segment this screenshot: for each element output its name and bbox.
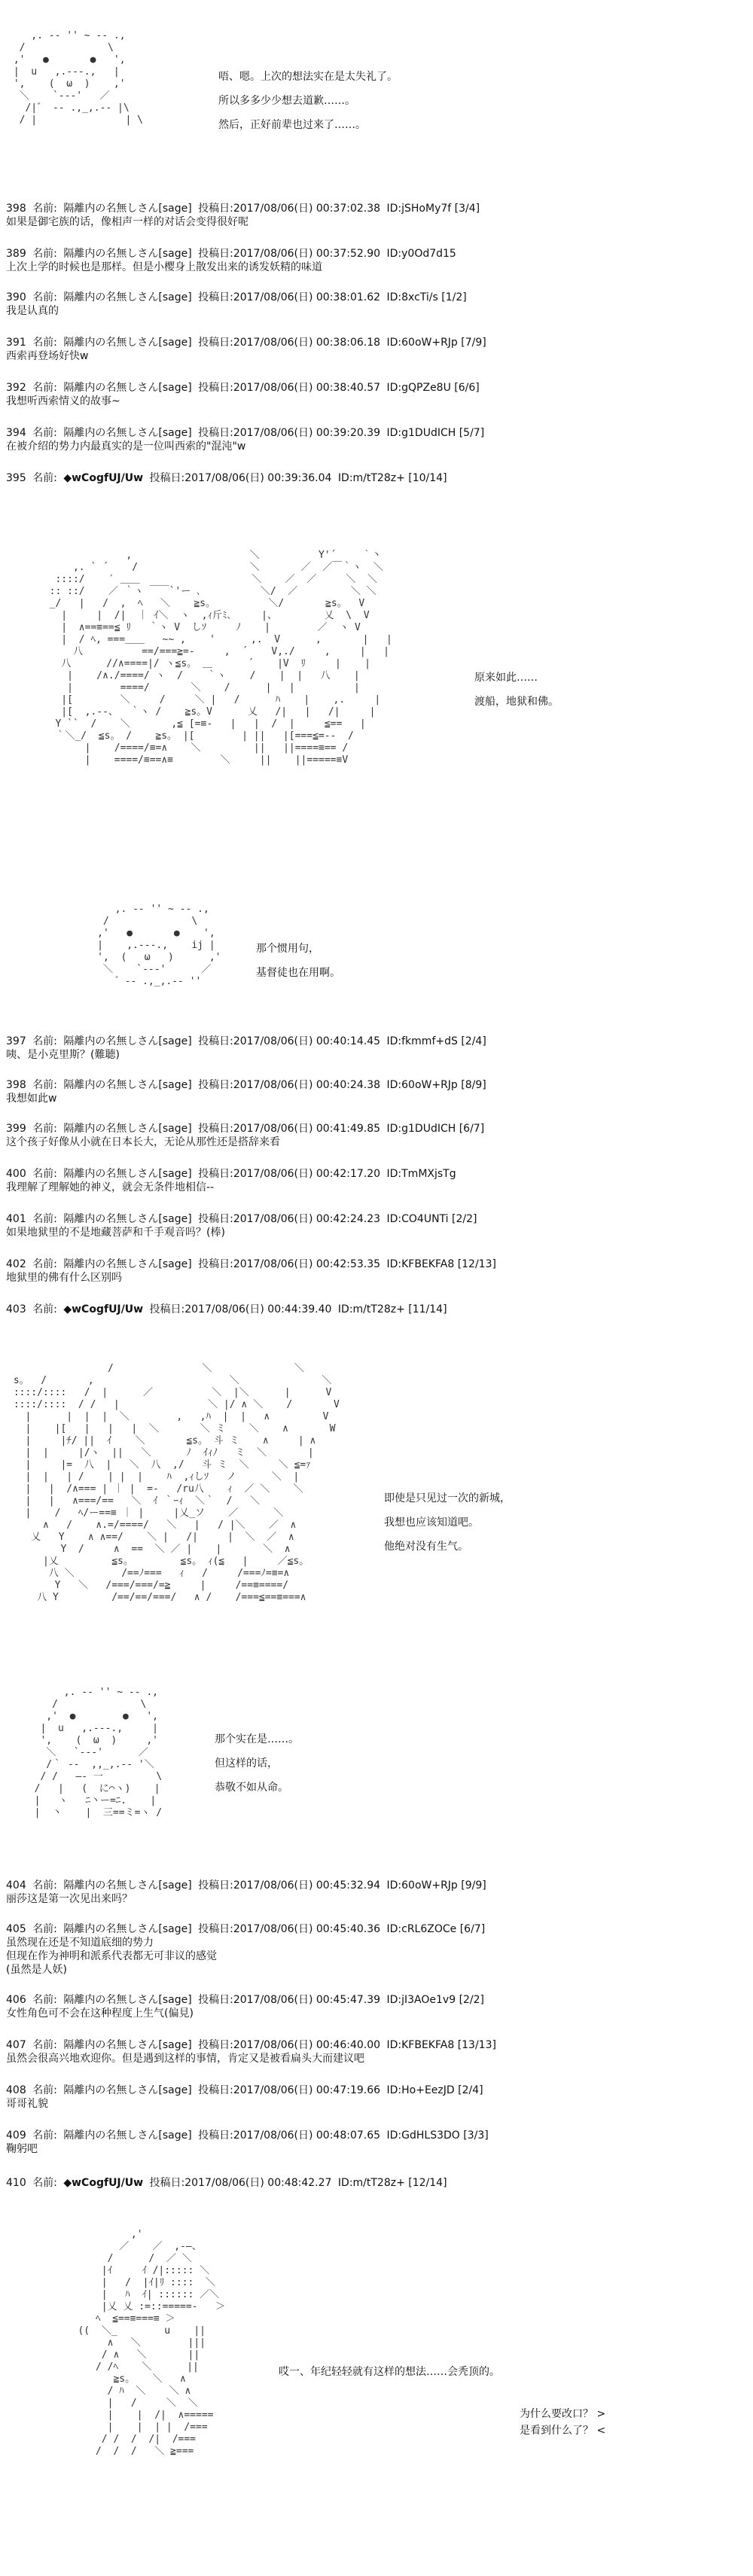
post-name-label: 名前:: [32, 1923, 57, 1935]
ascii-art-character-6: ,' ／ ／ ,-―、 / / ／ ＼ |ｲ ｲ /|::::: ＼ | / |ｲ|ﾘ :::: ＼ | ﾊ ｲ| :::::: ／＼ |乂 乂 :=::=====- ＞ ﾍ ≦==≡===≡ ＞ (( ＼_ u || ∧ ＼ ||| / ∧ ＼ || / /ﾍ ＼ || ≧s。 ＼ ∧ / ﾊ ＼ ＼ ∧ | / ＼ ＼ | | /| ∧===== | | | | /=== / / / /| /=== / / / ＼ ≧===: [78, 2229, 226, 2457]
post-header: [6, 426, 744, 440]
post-header: [6, 1993, 744, 2007]
post-date: 投稿日:2017/08/06(日) 00:46:40.00: [198, 2039, 381, 2051]
post-date: 投稿日:2017/08/06(日) 00:47:19.66: [198, 2084, 381, 2096]
post: [6, 2084, 744, 2111]
post-date: 投稿日:2017/08/06(日) 00:42:17.20: [198, 1168, 381, 1180]
post-body: 咦、是小克里斯？(難聴): [6, 1049, 120, 1061]
post-date: 投稿日:2017/08/06(日) 00:38:06.18: [198, 337, 381, 349]
post-author: 隔離内の名無しさん[sage]: [63, 1879, 192, 1892]
post-name-label: 名前:: [32, 1079, 57, 1091]
post-name-label: 名前:: [32, 1879, 57, 1892]
post-number: 402: [6, 1258, 26, 1270]
post-date: 投稿日:2017/08/06(日) 00:48:07.65: [198, 2129, 381, 2142]
post-number: 401: [6, 1213, 26, 1225]
post: [6, 1078, 744, 1105]
post: [6, 1035, 744, 1062]
ascii-art-character-1: ,. -‐ '' ~ ‐- ., / \ ,' ● ● ', | u ,.-‐-., | ', ( ω ) ,' ＼ `‐-‐' ／ /|゛ ‐- .,_,.-‐ |\ / | | \: [13, 30, 144, 126]
dialogue-line: 然后，正好前辈也过来了……。: [218, 119, 366, 131]
scene1-dialogue: [218, 69, 398, 142]
post-number: 400: [6, 1168, 26, 1180]
post-body: 在被介绍的势力内最真实的是一位叫西索的"混沌"w: [6, 441, 246, 453]
post-body: 我想听西索情义的故事~: [6, 395, 120, 407]
post-header: [6, 1078, 744, 1092]
post-number: 404: [6, 1879, 26, 1892]
post-id: ID:TmMXjsTg: [386, 1168, 456, 1180]
post-number: 391: [6, 337, 26, 349]
ascii-art-character-3: ,. -‐ '' ~ ‐- ., / \ ,' ● ● ', | ,.-‐-., ij | ', ( ω ) ,' ＼ `‐-‐' ／ ゛‐- .,_,.-‐ '': [97, 904, 221, 987]
post-header: [6, 2084, 744, 2097]
post-name-label: 名前:: [32, 2177, 57, 2189]
scene6-aside: [520, 2407, 605, 2447]
post-author: 隔離内の名無しさん[sage]: [63, 1994, 192, 2006]
post-number: 407: [6, 2039, 26, 2051]
post-name-label: 名前:: [32, 472, 57, 484]
post-header: [6, 2129, 744, 2142]
post-date: 投稿日:2017/08/06(日) 00:40:14.45: [198, 1035, 381, 1047]
post-name-label: 名前:: [32, 291, 57, 303]
post-header: [6, 336, 744, 349]
post-number: 409: [6, 2129, 26, 2142]
post-body: 上次上学的时候也是那样。但是小樱身上散发出来的诱发妖精的味道: [6, 261, 322, 273]
post-header: [6, 2176, 744, 2190]
post-date: 投稿日:2017/08/06(日) 00:39:36.04: [149, 472, 332, 484]
dialogue-line: 所以多多少少想去道歉……。: [218, 95, 355, 107]
dialogue-line: 原来如此……: [474, 672, 538, 684]
post-header: [6, 291, 744, 304]
post-body: 这个孩子好像从小就在日本长大，无论从那性还是搭辞来看: [6, 1136, 280, 1148]
post-body: 丽莎这是第一次见出来吗？: [6, 1893, 133, 1905]
dialogue-line: 哎一、年纪轻轻就有这样的想法……会秃顶的。: [279, 2366, 500, 2378]
post-body: 我想如此w: [6, 1093, 57, 1105]
post: [6, 1879, 744, 1906]
post-author: 隔離内の名無しさん[sage]: [63, 337, 192, 349]
scene5-dialogue: [215, 1732, 299, 1804]
post-author: 隔離内の名無しさん[sage]: [63, 382, 192, 394]
post-header: [6, 471, 744, 485]
post: [6, 1212, 744, 1239]
dialogue-line: 即使是只见过一次的新城，: [384, 1492, 511, 1504]
post-number: 395: [6, 472, 26, 484]
post: [6, 381, 744, 408]
post-date: 投稿日:2017/08/06(日) 00:42:53.35: [198, 1258, 381, 1270]
post-number: 403: [6, 1303, 26, 1315]
post-id: ID:Ho+EezJD [2/4]: [386, 2084, 483, 2096]
post-name-label: 名前:: [32, 382, 57, 394]
post-author: 隔離内の名無しさん[sage]: [63, 1168, 192, 1180]
post-name-label: 名前:: [32, 2084, 57, 2096]
post-name-label: 名前:: [32, 2129, 57, 2142]
post: [6, 471, 744, 485]
post-header: [6, 2038, 744, 2052]
post-header: [6, 1303, 744, 1316]
ascii-art-character-4: / ＼ ＼ s。 / , ＼ ＼ ::::/:::: / | ／ ＼ |＼ | V ::::/:::: / / | ＼ |/ ∧ ＼ / V | | | | ＼ , ,ﾊ | | ∧ V | |[ | | | ＼ ＼ ミ ＼ ∧ W | |ﾁ/ || ｲ ＼ ≦s。 斗 ミ ∧ | ∧ | | |/ヽ || ＼ ﾉ ｲｨﾉ ミ ＼ | | |= 八 | ＼ 八 ,/ 斗 ミ ＼ ＼ ≦=ｧ | | | / | | | ﾊ ,ｨしｿ ノ ＼ | | | /∧=== | ｜ | =- /ru八 ｨ ／ ＼ ＼ | | ∧===/== ＼ ｲ ｀ｰｨ ＼｀ / ＼ | / ﾍ/ー==≡ ｜ | |乂_ソ ／ ＼ ∧ / ∧.=/====/ ＼ | / |＼ ／ ∧ 乂 Y ∧ ∧==/ ＼ | /| | ＼ ／ ∧ Y / ∧ == ＼ ／ | | ＼ ∧ |乂 ≦s。 ≦s。 ｨ(≦ | ／≦s。 八 ＼ /==ﾉ=== ｨ / /===ﾉ=≡=∧ Y ＼ /===/===/=≧ | /==≡====/ 八 Y /==/==/===/ ∧ / /===≦==≡===∧: [13, 1363, 340, 1603]
post-body: 地狱里的佛有什么区别吗: [6, 1272, 122, 1284]
post-id: ID:60oW+RJp [7/9]: [386, 337, 486, 349]
post-id: ID:cRL6ZOCe [6/7]: [386, 1923, 486, 1935]
post-author-gm: ◆wCogfUJ/Uw: [63, 1303, 144, 1315]
post-author: 隔離内の名無しさん[sage]: [63, 248, 192, 260]
post-number: 405: [6, 1923, 26, 1935]
dialogue-line: 恭敬不如从命。: [215, 1782, 288, 1794]
post-date: 投稿日:2017/08/06(日) 00:40:24.38: [198, 1079, 381, 1091]
post-name-label: 名前:: [32, 1168, 57, 1180]
scene4-dialogue: [384, 1491, 511, 1563]
post: [6, 1993, 744, 2020]
aside-line: 是看到什么了？ <: [520, 2425, 606, 2437]
post-date: 投稿日:2017/08/06(日) 00:38:40.57: [198, 382, 381, 394]
post-author: 隔離内の名無しさん[sage]: [63, 1213, 192, 1225]
post-id: ID:fkmmf+dS [2/4]: [386, 1035, 486, 1047]
post: [6, 202, 744, 229]
scene2-dialogue: [474, 670, 559, 718]
post-id: ID:60oW+RJp [9/9]: [386, 1879, 486, 1892]
post-date: 投稿日:2017/08/06(日) 00:45:47.39: [198, 1994, 381, 2006]
dialogue-line: 他绝对没有生气。: [384, 1541, 468, 1553]
dialogue-line: 唔、嗯。上次的想法实在是太失礼了。: [218, 71, 398, 83]
post-author: 隔離内の名無しさん[sage]: [63, 427, 192, 439]
post-date: 投稿日:2017/08/06(日) 00:37:02.38: [198, 203, 381, 215]
dialogue-line: 但这样的话，: [215, 1757, 278, 1770]
post-header: [6, 1879, 744, 1892]
post: [6, 1303, 744, 1316]
post: [6, 2176, 744, 2190]
ascii-art-character-2: , ＼ Y'´￣￣ ｀丶 ,. ` ´ / ＼ ／ ／￣｀ヽ ＼ ::::/ ′ ＿＿ ＼ ／ ／ ＼ ＼ :: ::/ ／ ｀ヽ ￣￣`'ー ､ ＼/ ／ ＼ ＼ _/ | / , ﾍ ＼ ≧s。 ＼/ ≧s。 V | | /| ｜ ｲ＼ ヽ ,ｨ斤ﾐ､ |、 乂 \ V | ∧==≡==≦ ﾘ ｀ヽ V しｿ ﾉ | ／ ヽ V | / ﾍ, ===＿＿ ~~ , ' ,. V , | | 八 ==/===≧=- , ´ V,./ , | | 八 //∧====|/ ヽ≦s。 ＿ ´ |V ﾘ | | | /∧./====/ ヽ / ｀ヽ / | | 八 | | ====/ ＼ / | | | |[ ＼ / ＼ | / ﾊ | ,. | |[ ,.--、 ｀ヽ / ≧s。V 乂 /| | /| | Y `` / ＼ ,≦ [=≡- | | / | ≦== | ｀＼_/ ≦s。 / ≧s。 |[ | || |[===≦=-- / | /====/≡=∧ ＼ || ||====≡== / | ====/≡==∧≡ ＼ || ||=====≡V: [49, 550, 392, 766]
post-body: 如果是御宅族的话，像相声一样的对话会变得很好呢: [6, 216, 248, 228]
dialogue-line: 渡船，地狱和佛。: [474, 696, 559, 708]
post-date: 投稿日:2017/08/06(日) 00:45:32.94: [198, 1879, 381, 1892]
post: [6, 291, 744, 318]
aside-line: 为什么要改口？ >: [520, 2408, 606, 2420]
post: [6, 336, 744, 363]
post-name-label: 名前:: [32, 2039, 57, 2051]
post-author: 隔離内の名無しさん[sage]: [63, 1923, 192, 1935]
post-number: 397: [6, 1035, 26, 1047]
post-author-gm: ◆wCogfUJ/Uw: [63, 472, 144, 484]
post-header: [6, 1167, 744, 1181]
post-name-label: 名前:: [32, 203, 57, 215]
post-header: [6, 1035, 744, 1048]
post-author: 隔離内の名無しさん[sage]: [63, 2039, 192, 2051]
post-author: 隔離内の名無しさん[sage]: [63, 1123, 192, 1135]
post-date: 投稿日:2017/08/06(日) 00:45:40.36: [198, 1923, 381, 1935]
post-number: 398: [6, 203, 26, 215]
post-number: 406: [6, 1994, 26, 2006]
post-number: 399: [6, 1123, 26, 1135]
post-author: 隔離内の名無しさん[sage]: [63, 1035, 192, 1047]
post-number: 408: [6, 2084, 26, 2096]
post-body: 如果地狱里的不是地藏菩萨和千手观音吗？(棒): [6, 1227, 225, 1239]
post-body: 虽然会很高兴地欢迎你。但是遇到这样的事情，肯定又是被看扁头大而建议吧: [6, 2053, 364, 2065]
post: [6, 247, 744, 274]
post-id: ID:m/tT28z+ [12/14]: [337, 2177, 447, 2189]
post-date: 投稿日:2017/08/06(日) 00:48:42.27: [149, 2177, 332, 2189]
post-header: [6, 1258, 744, 1271]
post-date: 投稿日:2017/08/06(日) 00:38:01.62: [198, 291, 381, 303]
post-name-label: 名前:: [32, 1994, 57, 2006]
post-date: 投稿日:2017/08/06(日) 00:44:39.40: [149, 1303, 332, 1315]
dialogue-line: 我想也应该知道吧。: [384, 1517, 479, 1529]
dialogue-line: 基督徒也在用啊。: [256, 967, 340, 979]
post-name-label: 名前:: [32, 427, 57, 439]
post-number: 390: [6, 291, 26, 303]
post-id: ID:KFBEKFA8 [13/13]: [386, 2039, 496, 2051]
post-name-label: 名前:: [32, 1123, 57, 1135]
post: [6, 1122, 744, 1149]
post-header: [6, 1212, 744, 1226]
post-author-gm: ◆wCogfUJ/Uw: [63, 2177, 144, 2189]
post-body: 我是认真的: [6, 305, 59, 317]
post-author: 隔離内の名無しさん[sage]: [63, 291, 192, 303]
post-number: 392: [6, 382, 26, 394]
post-body: 西索再登场好快w: [6, 350, 89, 362]
post-date: 投稿日:2017/08/06(日) 00:37:52.90: [198, 248, 381, 260]
dialogue-line: 那个实在是……。: [215, 1733, 299, 1745]
post-id: ID:KFBEKFA8 [12/13]: [386, 1258, 496, 1270]
post-name-label: 名前:: [32, 1303, 57, 1315]
post-number: 389: [6, 248, 26, 260]
post-author: 隔離内の名無しさん[sage]: [63, 1079, 192, 1091]
post-body: 女性角色可不会在这种程度上生气(偏見): [6, 2007, 194, 2020]
post-date: 投稿日:2017/08/06(日) 00:41:49.85: [198, 1123, 381, 1135]
post-id: ID:60oW+RJp [8/9]: [386, 1079, 486, 1091]
dialogue-line: 那个惯用句，: [256, 943, 319, 955]
scene3-dialogue: [256, 941, 340, 989]
post-number: 410: [6, 2177, 26, 2189]
post: [6, 2038, 744, 2065]
post-id: ID:8xcTi/s [1/2]: [386, 291, 467, 303]
post: [6, 1258, 744, 1285]
post-author: 隔離内の名無しさん[sage]: [63, 2129, 192, 2142]
post-body: 虽然现在还是不知道底细的势力 但现在作为神明和派系代表都无可非议的感觉 (虽然是人妖): [6, 1937, 217, 1976]
scene6-dialogue: [279, 2364, 500, 2389]
post-author: 隔離内の名無しさん[sage]: [63, 1258, 192, 1270]
post-number: 398: [6, 1079, 26, 1091]
post-number: 394: [6, 427, 26, 439]
post-id: ID:GdHLS3DO [3/3]: [386, 2129, 489, 2142]
post-header: [6, 1122, 744, 1136]
post-id: ID:g1DUdICH [5/7]: [386, 427, 485, 439]
post: [6, 1167, 744, 1194]
post-name-label: 名前:: [32, 337, 57, 349]
post-id: ID:y0Od7d15: [386, 248, 456, 260]
post: [6, 426, 744, 453]
post-id: ID:m/tT28z+ [10/14]: [337, 472, 447, 484]
post-header: [6, 381, 744, 395]
post: [6, 2129, 744, 2156]
post-id: ID:m/tT28z+ [11/14]: [337, 1303, 447, 1315]
post-date: 投稿日:2017/08/06(日) 00:39:20.39: [198, 427, 381, 439]
post-id: ID:gQPZe8U [6/6]: [386, 382, 480, 394]
post-name-label: 名前:: [32, 248, 57, 260]
post-header: [6, 247, 744, 261]
post-name-label: 名前:: [32, 1213, 57, 1225]
post-author: 隔離内の名無しさん[sage]: [63, 2084, 192, 2096]
post-body: 鞠躬吧: [6, 2143, 38, 2155]
post-name-label: 名前:: [32, 1258, 57, 1270]
post-id: ID:jI3AOe1v9 [2/2]: [386, 1994, 485, 2006]
post: [6, 1922, 744, 1977]
post-author: 隔離内の名無しさん[sage]: [63, 203, 192, 215]
post-name-label: 名前:: [32, 1035, 57, 1047]
post-date: 投稿日:2017/08/06(日) 00:42:24.23: [198, 1213, 381, 1225]
post-body: 哥哥礼貌: [6, 2098, 48, 2110]
post-id: ID:CO4UNTi [2/2]: [386, 1213, 477, 1225]
post-id: ID:g1DUdICH [6/7]: [386, 1123, 485, 1135]
ascii-art-character-5: ,. -‐ '' ~ ‐- ., / \ ,' ● ● ', | u ,.-‐-., | ', ( ω ) ,' ＼ `‐-‐' ／ /｀ ‐- ,,_,.-‐ '＼ / / ―- 一 \ / | ( に⌒ヽ) | | ヽ ﾆ丶ー=ﾆ. | | 丶 | 三==ミ=ヽ /: [34, 1687, 163, 1818]
post-header: [6, 202, 744, 215]
post-body: 我理解了理解她的神义，就会无条件地相信--: [6, 1181, 215, 1193]
post-id: ID:jSHoMy7f [3/4]: [386, 203, 480, 215]
post-header: [6, 1922, 744, 1936]
